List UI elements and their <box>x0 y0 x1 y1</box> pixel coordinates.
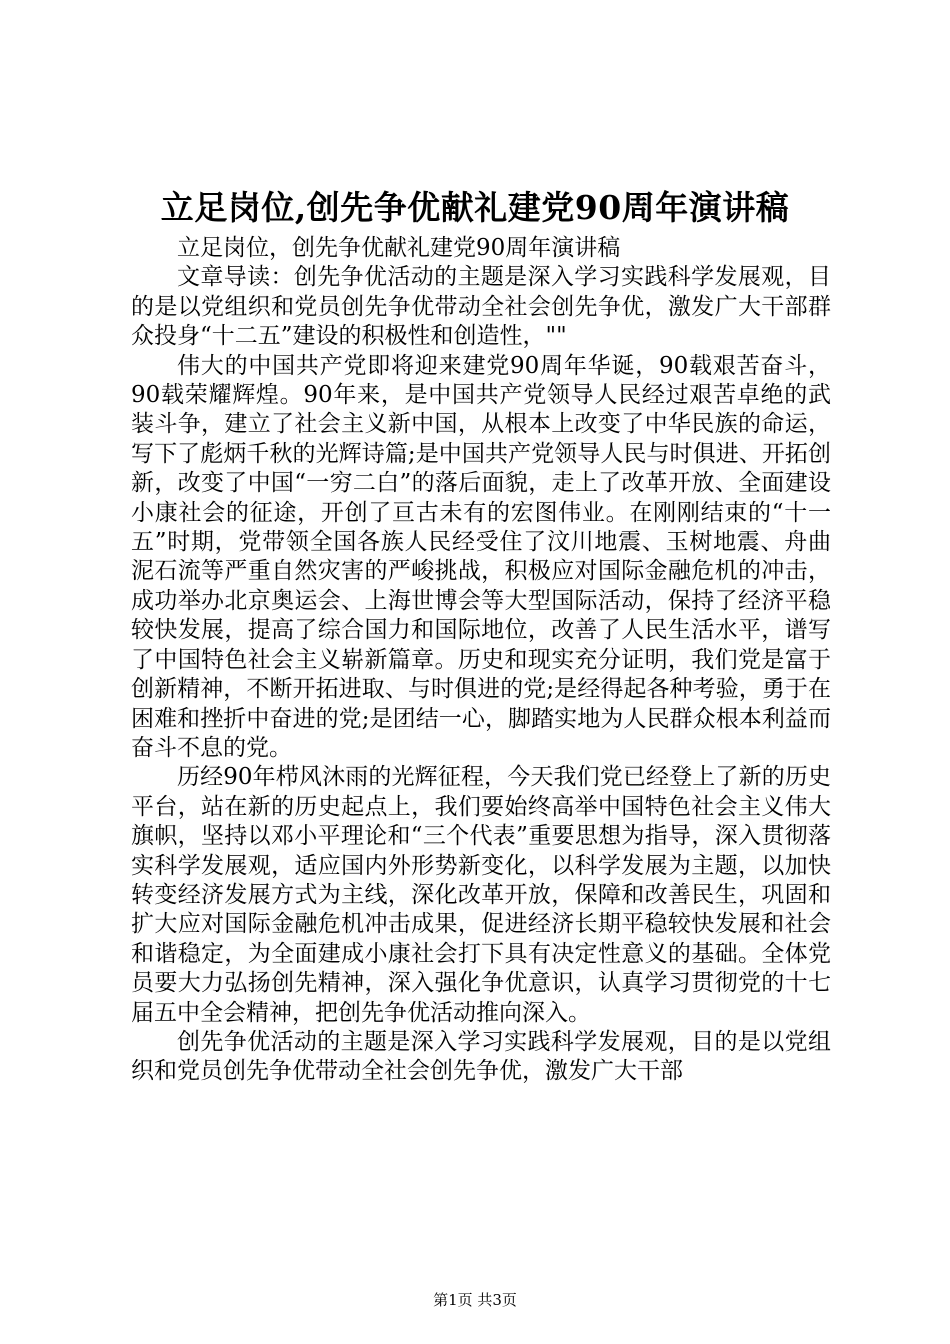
paragraph-history: 伟大的中国共产党即将迎来建党90周年华诞，90载艰苦奋斗，90载荣耀辉煌。90年来，是中国共产党领导人民经过艰苦卓绝的武装斗争，建立了社会主义新中国，从根本上改变了中华民族的命运，写下了彪炳千秋的光辉诗篇;是中国共产党领导人民与时俱进、开拓创新，改变了中国“一穷二白”的落后面貌，走上了改革开放、全面建设小康社会的征途，开创了亘古未有的宏图伟业。在刚刚结束的“十一五”时期，党带领全国各族人民经受住了汶川地震、玉树地震、舟曲泥石流等严重自然灾害的严峻挑战，积极应对国际金融危机的冲击，成功举办北京奥运会、上海世博会等大型国际活动，保持了经济平稳较快发展，提高了综合国力和国际地位，改善了人民生活水平，谱写了中国特色社会主义崭新篇章。历史和现实充分证明，我们党是富于创新精神，不断开拓进取、与时俱进的党;是经得起各种考验，勇于在困难和挫折中奋进的党;是团结一心，脚踏实地为人民群众根本利益而奋斗不息的党。 <box>131 352 831 761</box>
paragraph-new-era: 历经90年栉风沐雨的光辉征程，今天我们党已经登上了新的历史平台，站在新的历史起点上，我们要始终高举中国特色社会主义伟大旗帜，坚持以邓小平理论和“三个代表”重要思想为指导，深入贯彻落实科学发展观，适应国内外形势新变化，以科学发展为主题，以加快转变经济发展方式为主线，深化改革开放，保障和改善民生，巩固和扩大应对国际金融危机冲击成果，促进经济长期平稳较快发展和社会和谐稳定，为全面建成小康社会打下具有决定性意义的基础。全体党员要大力弘扬创先精神，深入强化争优意识，认真学习贯彻党的十七届五中全会精神，把创先争优活动推向深入。 <box>131 764 831 1026</box>
paragraph-guide: 文章导读：创先争优活动的主题是深入学习实践科学发展观，目的是以党组织和党员创先争优带动全社会创先争优，激发广大干部群众投身“十二五”建设的积极性和创造性，"" <box>131 264 831 350</box>
page-title: 立足岗位,创先争优献礼建党90周年演讲稿 <box>160 188 790 227</box>
paragraph-subtitle: 立足岗位，创先争优献礼建党90周年演讲稿 <box>177 235 621 261</box>
page-number-footer: 第1页 共3页 <box>433 1291 517 1309</box>
document-body <box>131 234 831 1087</box>
paragraph-activity-theme: 创先争优活动的主题是深入学习实践科学发展观，目的是以党组织和党员创先争优带动全社会创先争优，激发广大干部 <box>131 1028 831 1085</box>
